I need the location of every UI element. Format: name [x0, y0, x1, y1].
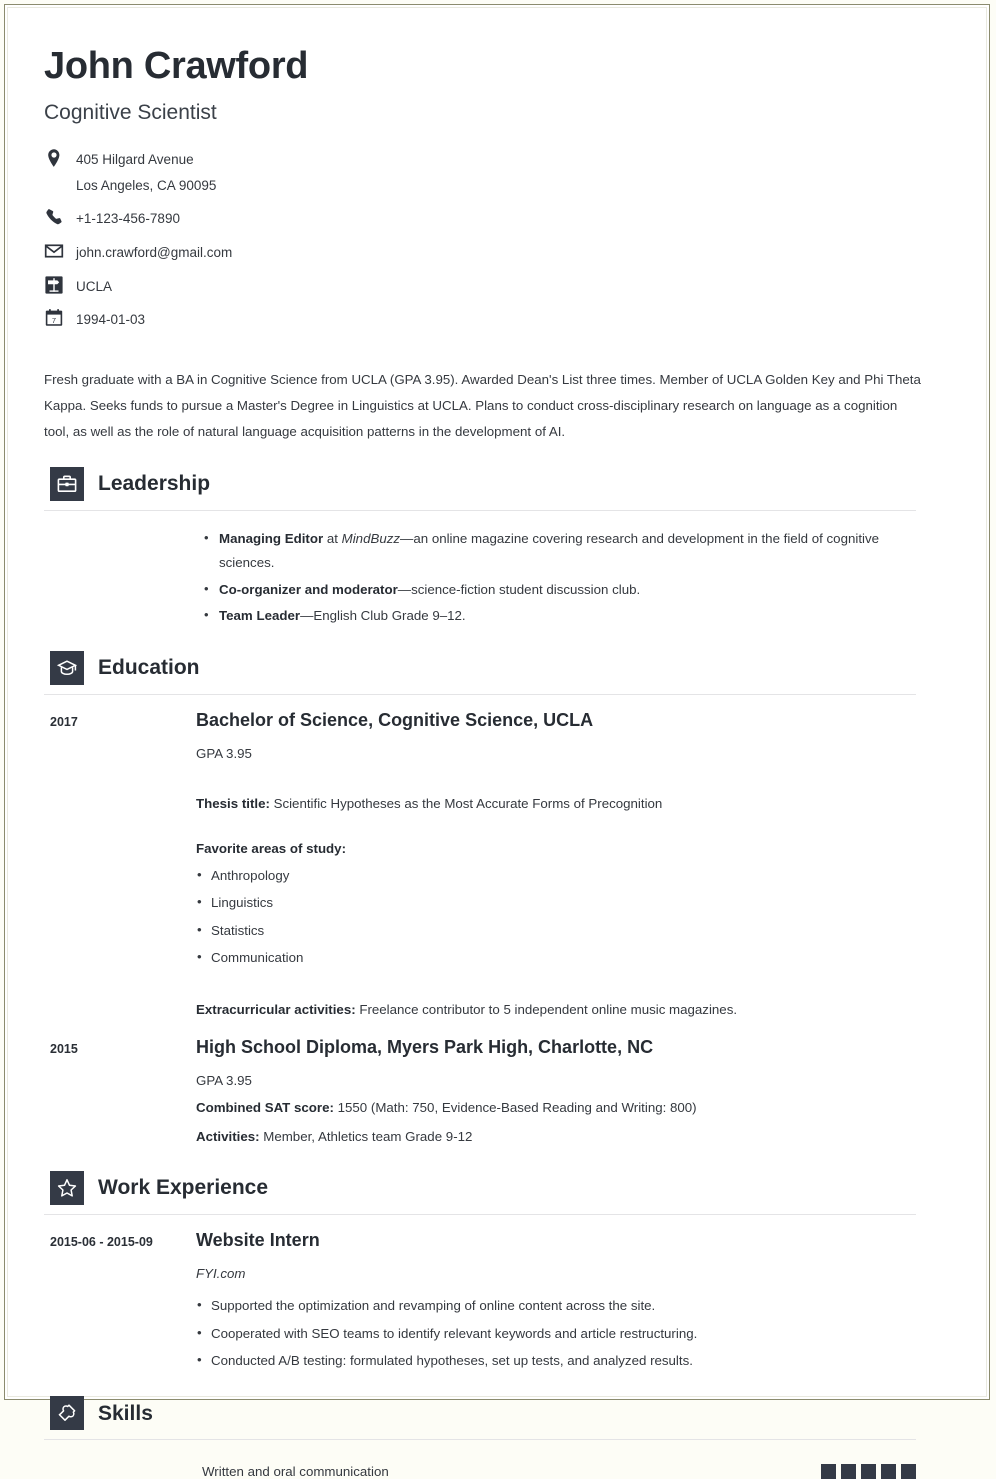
contact-address-line1: 405 Hilgard Avenue	[76, 151, 194, 167]
skill-rating-box	[901, 1464, 916, 1479]
section-title-education: Education	[98, 656, 200, 680]
leadership-bullet-role: Managing Editor	[219, 530, 324, 546]
education-entry-title: Bachelor of Science, Cognitive Science, UCLA	[196, 709, 594, 730]
education-study-areas-label: Favorite areas of study:	[196, 841, 347, 857]
education-extracurricular-value: Freelance contributor to 5 independent online music magazines.	[355, 1002, 738, 1018]
leadership-bullet-desc: —an online magazine covering research and development in the field of cognitive sciences.	[219, 530, 880, 571]
contact-item-phone	[44, 206, 952, 232]
resume-page	[7, 7, 987, 1479]
contact-email-value: john.crawford@gmail.com	[76, 244, 233, 260]
skill-name: Written and oral communication	[202, 1464, 389, 1479]
phone-icon	[44, 207, 64, 227]
briefcase-icon	[50, 467, 84, 501]
education-thesis-label: Thesis title:	[196, 795, 270, 811]
skill-rating-box	[881, 1464, 896, 1479]
leadership-bullet	[202, 527, 884, 576]
section-education	[44, 651, 952, 1149]
section-header-work-experience	[44, 1171, 916, 1215]
education-activities-label: Activities:	[196, 1129, 260, 1145]
skill-rating-box	[861, 1464, 876, 1479]
education-sat-score	[196, 1097, 892, 1120]
contact-item-organization	[44, 274, 952, 300]
contact-item-birthdate	[44, 307, 952, 333]
contact-list	[44, 147, 952, 333]
education-entry-gpa: GPA 3.95	[196, 746, 252, 762]
work-entry-dates: 2015-06 - 2015-09	[50, 1234, 153, 1249]
education-thesis	[196, 793, 892, 816]
education-study-area-item: • Anthropology	[196, 862, 892, 889]
education-extracurricular	[196, 999, 892, 1022]
work-entry-company: FYI.com	[196, 1266, 246, 1282]
education-entry-gpa: GPA 3.95	[196, 1073, 252, 1089]
education-entry	[44, 709, 952, 1022]
section-header-skills	[44, 1396, 916, 1440]
skill-rating-box	[841, 1464, 856, 1479]
leadership-bullet-role: Co-organizer and moderator	[219, 581, 398, 597]
section-leadership	[44, 467, 952, 629]
resume-page-frame	[4, 4, 990, 1479]
education-thesis-value: Scientific Hypotheses as the Most Accurate Forms of Precognition	[269, 795, 663, 811]
leadership-bullet	[202, 604, 884, 629]
leadership-bullet-org: MindBuzz	[341, 530, 401, 546]
education-study-areas-list	[196, 862, 892, 971]
graduation-cap-icon	[50, 651, 84, 685]
professional-summary: Fresh graduate with a BA in Cognitive Science from UCLA (GPA 3.95). Awarded Dean's List three times. Member of UCLA Golden Key and Phi Theta Kappa. Seeks funds to pursue a Master's Degree in Linguistics at UCLA. Plans to conduct cross-disciplinary research on language as a cognition tool, as well as the role of natural language acquisition patterns in the development of AI.	[44, 371, 921, 439]
section-title-skills: Skills	[98, 1401, 153, 1425]
svg-text:7: 7	[51, 315, 57, 325]
contact-birthdate-value: 1994-01-03	[76, 312, 146, 328]
work-entry	[44, 1229, 952, 1374]
contact-address-line2: Los Angeles, CA 90095	[76, 177, 217, 193]
education-activities	[196, 1126, 892, 1149]
calendar-icon	[44, 308, 64, 328]
education-study-area-item: • Statistics	[196, 917, 892, 944]
education-activities-value: Member, Athletics team Grade 9-12	[259, 1129, 473, 1145]
work-entry-bullet: • Conducted A/B testing: formulated hypotheses, set up tests, and analyzed results.	[196, 1347, 892, 1374]
leadership-bullet-desc: —science-fiction student discussion club.	[397, 581, 641, 597]
signpost-icon	[44, 275, 64, 295]
education-entry-title: High School Diploma, Myers Park High, Charlotte, NC	[196, 1036, 654, 1057]
leadership-bullet-role: Team Leader	[219, 608, 301, 624]
contact-phone-value: +1-123-456-7890	[76, 211, 180, 227]
star-icon	[50, 1171, 84, 1205]
candidate-name: John Crawford	[44, 45, 309, 87]
leadership-bullet-list	[44, 527, 952, 629]
contact-item-address	[44, 147, 952, 198]
work-entry-title: Website Intern	[196, 1229, 320, 1250]
education-sat-label: Combined SAT score:	[196, 1100, 334, 1116]
education-study-area-item: • Linguistics	[196, 889, 892, 916]
education-entry	[44, 1036, 952, 1149]
envelope-icon	[44, 241, 64, 261]
section-header-education	[44, 651, 916, 695]
contact-organization-value: UCLA	[76, 278, 113, 294]
candidate-job-title: Cognitive Scientist	[44, 100, 217, 124]
section-title-leadership: Leadership	[98, 472, 211, 496]
section-title-work-experience: Work Experience	[98, 1176, 269, 1200]
work-entry-bullet: • Supported the optimization and revamping of online content across the site.	[196, 1292, 892, 1319]
section-work-experience	[44, 1171, 952, 1374]
education-sat-value: 1550 (Math: 750, Evidence-Based Reading and Writing: 800)	[333, 1100, 697, 1116]
location-pin-icon	[44, 148, 64, 168]
education-study-area-item: • Communication	[196, 944, 892, 971]
puzzle-piece-icon	[50, 1396, 84, 1430]
skill-rating	[821, 1464, 916, 1479]
education-entry-date: 2015	[50, 1041, 78, 1056]
skill-rating-box	[821, 1464, 836, 1479]
contact-item-email	[44, 240, 952, 266]
leadership-bullet-desc: —English Club Grade 9–12.	[300, 608, 466, 624]
section-header-leadership	[44, 467, 916, 511]
leadership-bullet-mid: at	[323, 530, 342, 546]
leadership-bullet	[202, 578, 884, 603]
section-skills	[44, 1396, 952, 1479]
education-entry-date: 2017	[50, 714, 78, 729]
skill-row	[44, 1464, 952, 1479]
work-entry-bullet: • Cooperated with SEO teams to identify relevant keywords and article restructuring.	[196, 1320, 892, 1347]
resume-content	[8, 8, 986, 1479]
education-extracurricular-label: Extracurricular activities:	[196, 1002, 356, 1018]
work-entry-bullet-list	[196, 1292, 892, 1374]
